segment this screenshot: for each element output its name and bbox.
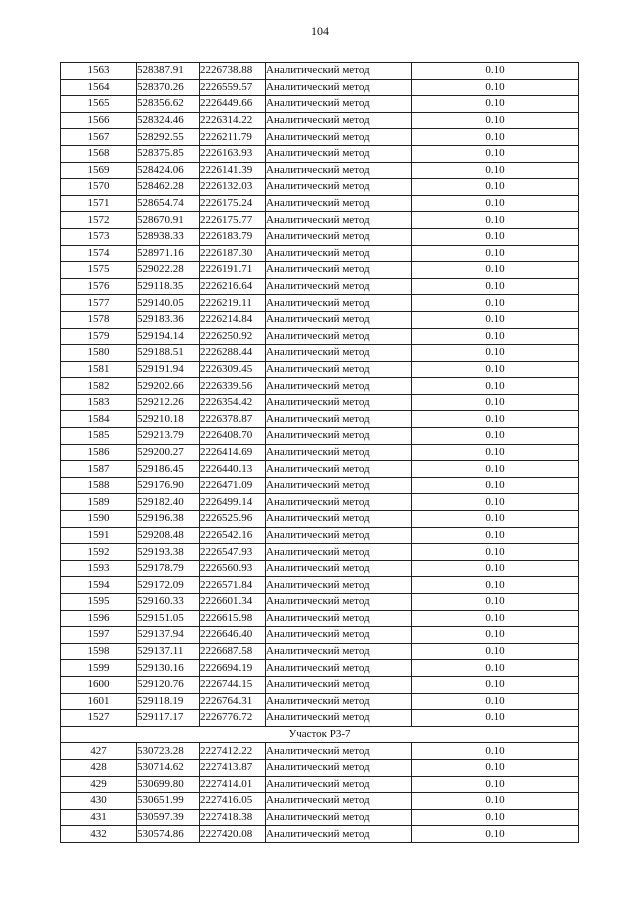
- method-cell: Аналитический метод: [266, 162, 412, 179]
- point-number-cell: 1566: [61, 112, 137, 129]
- x-coordinate-cell: 529202.66: [137, 378, 200, 395]
- table-row: [61, 378, 579, 395]
- accuracy-value-cell: 0.10: [412, 776, 579, 793]
- accuracy-value-cell: 0.10: [412, 444, 579, 461]
- method-cell: Аналитический метод: [266, 826, 412, 843]
- method-cell: Аналитический метод: [266, 179, 412, 196]
- x-coordinate-cell: 529182.40: [137, 494, 200, 511]
- x-coordinate-cell: 529118.19: [137, 693, 200, 710]
- point-number-cell: 1585: [61, 428, 137, 445]
- y-coordinate-cell: 2226191.71: [200, 262, 266, 279]
- point-number-cell: 1581: [61, 361, 137, 378]
- method-cell: Аналитический метод: [266, 129, 412, 146]
- table-row: [61, 477, 579, 494]
- accuracy-value-cell: 0.10: [412, 212, 579, 229]
- y-coordinate-cell: 2226175.77: [200, 212, 266, 229]
- accuracy-value-cell: 0.10: [412, 643, 579, 660]
- method-cell: Аналитический метод: [266, 676, 412, 693]
- point-number-cell: 1588: [61, 477, 137, 494]
- accuracy-value-cell: 0.10: [412, 295, 579, 312]
- point-number-cell: 1575: [61, 262, 137, 279]
- point-number-cell: 1598: [61, 643, 137, 660]
- method-cell: Аналитический метод: [266, 361, 412, 378]
- table-row: [61, 809, 579, 826]
- x-coordinate-cell: 528938.33: [137, 228, 200, 245]
- accuracy-value-cell: 0.10: [412, 527, 579, 544]
- method-cell: Аналитический метод: [266, 79, 412, 96]
- table-row: [61, 262, 579, 279]
- y-coordinate-cell: 2226214.84: [200, 311, 266, 328]
- x-coordinate-cell: 529137.94: [137, 627, 200, 644]
- coordinates-table-body: [61, 63, 579, 843]
- accuracy-value-cell: 0.10: [412, 228, 579, 245]
- accuracy-value-cell: 0.10: [412, 544, 579, 561]
- y-coordinate-cell: 2226738.88: [200, 63, 266, 80]
- method-cell: Аналитический метод: [266, 145, 412, 162]
- point-number-cell: 1595: [61, 594, 137, 611]
- x-coordinate-cell: 528375.85: [137, 145, 200, 162]
- x-coordinate-cell: 528424.06: [137, 162, 200, 179]
- x-coordinate-cell: 529140.05: [137, 295, 200, 312]
- point-number-cell: 1571: [61, 195, 137, 212]
- accuracy-value-cell: 0.10: [412, 79, 579, 96]
- table-row: [61, 461, 579, 478]
- table-row: [61, 179, 579, 196]
- accuracy-value-cell: 0.10: [412, 162, 579, 179]
- method-cell: Аналитический метод: [266, 693, 412, 710]
- method-cell: Аналитический метод: [266, 345, 412, 362]
- accuracy-value-cell: 0.10: [412, 743, 579, 760]
- x-coordinate-cell: 529212.26: [137, 394, 200, 411]
- x-coordinate-cell: 529118.35: [137, 278, 200, 295]
- point-number-cell: 1567: [61, 129, 137, 146]
- method-cell: Аналитический метод: [266, 627, 412, 644]
- method-cell: Аналитический метод: [266, 112, 412, 129]
- accuracy-value-cell: 0.10: [412, 809, 579, 826]
- table-row: [61, 527, 579, 544]
- accuracy-value-cell: 0.10: [412, 311, 579, 328]
- accuracy-value-cell: 0.10: [412, 361, 579, 378]
- table-row: [61, 361, 579, 378]
- section-header-row: [61, 726, 579, 743]
- method-cell: Аналитический метод: [266, 444, 412, 461]
- method-cell: Аналитический метод: [266, 394, 412, 411]
- method-cell: Аналитический метод: [266, 212, 412, 229]
- accuracy-value-cell: 0.10: [412, 710, 579, 727]
- x-coordinate-cell: 529191.94: [137, 361, 200, 378]
- method-cell: Аналитический метод: [266, 477, 412, 494]
- y-coordinate-cell: 2226187.30: [200, 245, 266, 262]
- y-coordinate-cell: 2226216.64: [200, 278, 266, 295]
- table-row: [61, 145, 579, 162]
- y-coordinate-cell: 2226163.93: [200, 145, 266, 162]
- x-coordinate-cell: 528654.74: [137, 195, 200, 212]
- table-row: [61, 693, 579, 710]
- accuracy-value-cell: 0.10: [412, 179, 579, 196]
- table-row: [61, 311, 579, 328]
- method-cell: Аналитический метод: [266, 494, 412, 511]
- accuracy-value-cell: 0.10: [412, 345, 579, 362]
- y-coordinate-cell: 2226542.16: [200, 527, 266, 544]
- method-cell: Аналитический метод: [266, 560, 412, 577]
- y-coordinate-cell: 2226471.09: [200, 477, 266, 494]
- point-number-cell: 1565: [61, 96, 137, 113]
- table-row: [61, 162, 579, 179]
- x-coordinate-cell: 529137.11: [137, 643, 200, 660]
- y-coordinate-cell: 2226440.13: [200, 461, 266, 478]
- x-coordinate-cell: 530574.86: [137, 826, 200, 843]
- x-coordinate-cell: 529130.16: [137, 660, 200, 677]
- method-cell: Аналитический метод: [266, 809, 412, 826]
- y-coordinate-cell: 2227418.38: [200, 809, 266, 826]
- method-cell: Аналитический метод: [266, 776, 412, 793]
- point-number-cell: 432: [61, 826, 137, 843]
- table-row: [61, 676, 579, 693]
- point-number-cell: 1594: [61, 577, 137, 594]
- method-cell: Аналитический метод: [266, 378, 412, 395]
- y-coordinate-cell: 2226687.58: [200, 643, 266, 660]
- x-coordinate-cell: 529172.09: [137, 577, 200, 594]
- method-cell: Аналитический метод: [266, 660, 412, 677]
- x-coordinate-cell: 528324.46: [137, 112, 200, 129]
- accuracy-value-cell: 0.10: [412, 328, 579, 345]
- table-row: [61, 793, 579, 810]
- point-number-cell: 1579: [61, 328, 137, 345]
- table-row: [61, 743, 579, 760]
- table-row: [61, 212, 579, 229]
- point-number-cell: 1582: [61, 378, 137, 395]
- accuracy-value-cell: 0.10: [412, 560, 579, 577]
- table-row: [61, 826, 579, 843]
- y-coordinate-cell: 2226211.79: [200, 129, 266, 146]
- y-coordinate-cell: 2227420.08: [200, 826, 266, 843]
- x-coordinate-cell: 529117.17: [137, 710, 200, 727]
- accuracy-value-cell: 0.10: [412, 411, 579, 428]
- table-row: [61, 660, 579, 677]
- point-number-cell: 1578: [61, 311, 137, 328]
- method-cell: Аналитический метод: [266, 793, 412, 810]
- y-coordinate-cell: 2226547.93: [200, 544, 266, 561]
- table-row: [61, 328, 579, 345]
- y-coordinate-cell: 2226354.42: [200, 394, 266, 411]
- y-coordinate-cell: 2226525.96: [200, 511, 266, 528]
- y-coordinate-cell: 2226615.98: [200, 610, 266, 627]
- point-number-cell: 1568: [61, 145, 137, 162]
- point-number-cell: 1570: [61, 179, 137, 196]
- y-coordinate-cell: 2226378.87: [200, 411, 266, 428]
- point-number-cell: 1577: [61, 295, 137, 312]
- method-cell: Аналитический метод: [266, 195, 412, 212]
- accuracy-value-cell: 0.10: [412, 278, 579, 295]
- y-coordinate-cell: 2226288.44: [200, 345, 266, 362]
- y-coordinate-cell: 2226559.57: [200, 79, 266, 96]
- y-coordinate-cell: 2226764.31: [200, 693, 266, 710]
- accuracy-value-cell: 0.10: [412, 759, 579, 776]
- method-cell: Аналитический метод: [266, 610, 412, 627]
- table-row: [61, 345, 579, 362]
- table-row: [61, 428, 579, 445]
- point-number-cell: 1599: [61, 660, 137, 677]
- y-coordinate-cell: 2226132.03: [200, 179, 266, 196]
- y-coordinate-cell: 2226219.11: [200, 295, 266, 312]
- x-coordinate-cell: 528670.91: [137, 212, 200, 229]
- accuracy-value-cell: 0.10: [412, 262, 579, 279]
- point-number-cell: 1564: [61, 79, 137, 96]
- method-cell: Аналитический метод: [266, 594, 412, 611]
- y-coordinate-cell: 2226744.15: [200, 676, 266, 693]
- method-cell: Аналитический метод: [266, 63, 412, 80]
- table-row: [61, 394, 579, 411]
- accuracy-value-cell: 0.10: [412, 129, 579, 146]
- table-row: [61, 63, 579, 80]
- point-number-cell: 1593: [61, 560, 137, 577]
- point-number-cell: 1597: [61, 627, 137, 644]
- y-coordinate-cell: 2226314.22: [200, 112, 266, 129]
- method-cell: Аналитический метод: [266, 643, 412, 660]
- point-number-cell: 429: [61, 776, 137, 793]
- accuracy-value-cell: 0.10: [412, 145, 579, 162]
- y-coordinate-cell: 2226646.40: [200, 627, 266, 644]
- table-row: [61, 511, 579, 528]
- point-number-cell: 1563: [61, 63, 137, 80]
- y-coordinate-cell: 2226571.84: [200, 577, 266, 594]
- table-row: [61, 560, 579, 577]
- point-number-cell: 1590: [61, 511, 137, 528]
- y-coordinate-cell: 2226339.56: [200, 378, 266, 395]
- y-coordinate-cell: 2226499.14: [200, 494, 266, 511]
- point-number-cell: 1592: [61, 544, 137, 561]
- method-cell: Аналитический метод: [266, 262, 412, 279]
- x-coordinate-cell: 529200.27: [137, 444, 200, 461]
- x-coordinate-cell: 528370.26: [137, 79, 200, 96]
- x-coordinate-cell: 529160.33: [137, 594, 200, 611]
- y-coordinate-cell: 2227414.01: [200, 776, 266, 793]
- y-coordinate-cell: 2226449.66: [200, 96, 266, 113]
- accuracy-value-cell: 0.10: [412, 793, 579, 810]
- y-coordinate-cell: 2226408.70: [200, 428, 266, 445]
- method-cell: Аналитический метод: [266, 544, 412, 561]
- point-number-cell: 431: [61, 809, 137, 826]
- y-coordinate-cell: 2227412.22: [200, 743, 266, 760]
- method-cell: Аналитический метод: [266, 245, 412, 262]
- x-coordinate-cell: 529178.79: [137, 560, 200, 577]
- method-cell: Аналитический метод: [266, 743, 412, 760]
- accuracy-value-cell: 0.10: [412, 826, 579, 843]
- x-coordinate-cell: 529213.79: [137, 428, 200, 445]
- point-number-cell: 1569: [61, 162, 137, 179]
- x-coordinate-cell: 530651.99: [137, 793, 200, 810]
- point-number-cell: 1601: [61, 693, 137, 710]
- method-cell: Аналитический метод: [266, 461, 412, 478]
- point-number-cell: 1580: [61, 345, 137, 362]
- accuracy-value-cell: 0.10: [412, 428, 579, 445]
- accuracy-value-cell: 0.10: [412, 477, 579, 494]
- x-coordinate-cell: 529208.48: [137, 527, 200, 544]
- accuracy-value-cell: 0.10: [412, 511, 579, 528]
- method-cell: Аналитический метод: [266, 228, 412, 245]
- accuracy-value-cell: 0.10: [412, 195, 579, 212]
- x-coordinate-cell: 529210.18: [137, 411, 200, 428]
- x-coordinate-cell: 529193.38: [137, 544, 200, 561]
- y-coordinate-cell: 2226183.79: [200, 228, 266, 245]
- point-number-cell: 1596: [61, 610, 137, 627]
- accuracy-value-cell: 0.10: [412, 660, 579, 677]
- accuracy-value-cell: 0.10: [412, 610, 579, 627]
- accuracy-value-cell: 0.10: [412, 96, 579, 113]
- y-coordinate-cell: 2227413.87: [200, 759, 266, 776]
- accuracy-value-cell: 0.10: [412, 627, 579, 644]
- point-number-cell: 1584: [61, 411, 137, 428]
- accuracy-value-cell: 0.10: [412, 112, 579, 129]
- accuracy-value-cell: 0.10: [412, 577, 579, 594]
- table-row: [61, 444, 579, 461]
- table-row: [61, 96, 579, 113]
- x-coordinate-cell: 529120.76: [137, 676, 200, 693]
- point-number-cell: 1583: [61, 394, 137, 411]
- accuracy-value-cell: 0.10: [412, 378, 579, 395]
- table-row: [61, 544, 579, 561]
- method-cell: Аналитический метод: [266, 295, 412, 312]
- x-coordinate-cell: 528292.55: [137, 129, 200, 146]
- accuracy-value-cell: 0.10: [412, 63, 579, 80]
- y-coordinate-cell: 2226601.34: [200, 594, 266, 611]
- accuracy-value-cell: 0.10: [412, 494, 579, 511]
- table-row: [61, 759, 579, 776]
- x-coordinate-cell: 529188.51: [137, 345, 200, 362]
- table-row: [61, 112, 579, 129]
- table-row: [61, 627, 579, 644]
- point-number-cell: 1573: [61, 228, 137, 245]
- x-coordinate-cell: 530723.28: [137, 743, 200, 760]
- coordinates-table: [60, 62, 579, 843]
- accuracy-value-cell: 0.10: [412, 461, 579, 478]
- table-row: [61, 610, 579, 627]
- x-coordinate-cell: 529176.90: [137, 477, 200, 494]
- x-coordinate-cell: 529183.36: [137, 311, 200, 328]
- table-row: [61, 195, 579, 212]
- x-coordinate-cell: 530714.62: [137, 759, 200, 776]
- y-coordinate-cell: 2226560.93: [200, 560, 266, 577]
- y-coordinate-cell: 2226776.72: [200, 710, 266, 727]
- accuracy-value-cell: 0.10: [412, 676, 579, 693]
- page-number: 104: [311, 24, 329, 38]
- x-coordinate-cell: 528387.91: [137, 63, 200, 80]
- point-number-cell: 428: [61, 759, 137, 776]
- y-coordinate-cell: 2226309.45: [200, 361, 266, 378]
- method-cell: Аналитический метод: [266, 759, 412, 776]
- point-number-cell: 1591: [61, 527, 137, 544]
- y-coordinate-cell: 2227416.05: [200, 793, 266, 810]
- x-coordinate-cell: 529151.05: [137, 610, 200, 627]
- x-coordinate-cell: 529196.38: [137, 511, 200, 528]
- table-row: [61, 129, 579, 146]
- table-row: [61, 577, 579, 594]
- y-coordinate-cell: 2226694.19: [200, 660, 266, 677]
- method-cell: Аналитический метод: [266, 328, 412, 345]
- table-row: [61, 643, 579, 660]
- x-coordinate-cell: 529022.28: [137, 262, 200, 279]
- point-number-cell: 1600: [61, 676, 137, 693]
- accuracy-value-cell: 0.10: [412, 245, 579, 262]
- method-cell: Аналитический метод: [266, 96, 412, 113]
- y-coordinate-cell: 2226141.39: [200, 162, 266, 179]
- point-number-cell: 1587: [61, 461, 137, 478]
- x-coordinate-cell: 528462.28: [137, 179, 200, 196]
- table-row: [61, 710, 579, 727]
- method-cell: Аналитический метод: [266, 411, 412, 428]
- table-row: [61, 228, 579, 245]
- y-coordinate-cell: 2226250.92: [200, 328, 266, 345]
- table-row: [61, 594, 579, 611]
- point-number-cell: 1572: [61, 212, 137, 229]
- method-cell: Аналитический метод: [266, 278, 412, 295]
- point-number-cell: 1574: [61, 245, 137, 262]
- accuracy-value-cell: 0.10: [412, 594, 579, 611]
- x-coordinate-cell: 528356.62: [137, 96, 200, 113]
- method-cell: Аналитический метод: [266, 577, 412, 594]
- y-coordinate-cell: 2226175.24: [200, 195, 266, 212]
- table-row: [61, 776, 579, 793]
- method-cell: Аналитический метод: [266, 428, 412, 445]
- table-row: [61, 494, 579, 511]
- table-row: [61, 79, 579, 96]
- section-title: Участок Р3-7: [61, 726, 579, 743]
- y-coordinate-cell: 2226414.69: [200, 444, 266, 461]
- method-cell: Аналитический метод: [266, 311, 412, 328]
- x-coordinate-cell: 529194.14: [137, 328, 200, 345]
- table-row: [61, 245, 579, 262]
- x-coordinate-cell: 529186.45: [137, 461, 200, 478]
- point-number-cell: 1589: [61, 494, 137, 511]
- accuracy-value-cell: 0.10: [412, 394, 579, 411]
- table-row: [61, 411, 579, 428]
- point-number-cell: 1576: [61, 278, 137, 295]
- x-coordinate-cell: 528971.16: [137, 245, 200, 262]
- point-number-cell: 1586: [61, 444, 137, 461]
- point-number-cell: 1527: [61, 710, 137, 727]
- x-coordinate-cell: 530699.80: [137, 776, 200, 793]
- method-cell: Аналитический метод: [266, 511, 412, 528]
- accuracy-value-cell: 0.10: [412, 693, 579, 710]
- table-row: [61, 295, 579, 312]
- x-coordinate-cell: 530597.39: [137, 809, 200, 826]
- point-number-cell: 430: [61, 793, 137, 810]
- point-number-cell: 427: [61, 743, 137, 760]
- method-cell: Аналитический метод: [266, 527, 412, 544]
- method-cell: Аналитический метод: [266, 710, 412, 727]
- table-row: [61, 278, 579, 295]
